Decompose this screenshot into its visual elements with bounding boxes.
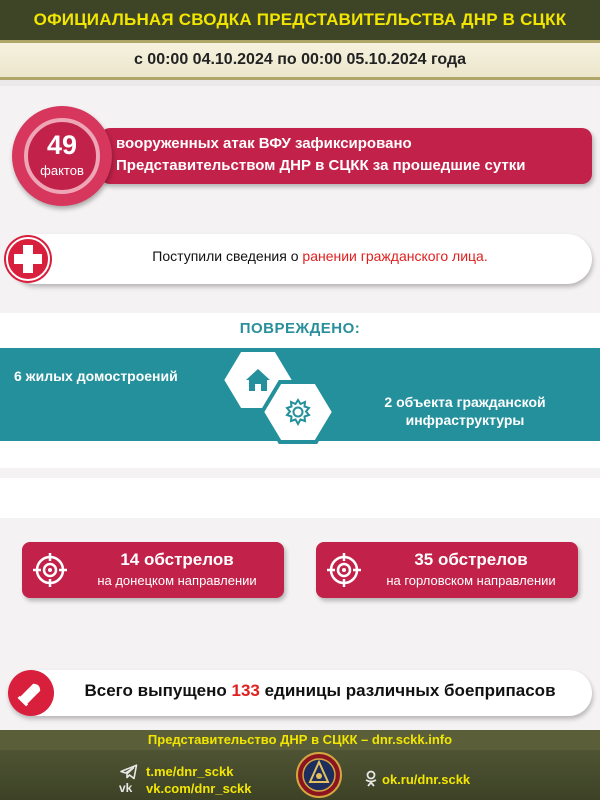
facts-count: 49 (46, 130, 78, 160)
ammo-count: 133 (231, 681, 260, 700)
damaged-housing-label: 6 жилых домостроений (14, 368, 178, 384)
gear-hexagon (262, 382, 334, 442)
spacer-panel (0, 478, 600, 518)
shelling-count-donetsk: 14 обстрелов (120, 550, 234, 569)
medical-cross-icon (4, 235, 52, 283)
crosshair-icon (32, 552, 68, 588)
damaged-infrastructure-line-2: инфраструктуры (405, 412, 525, 428)
shelling-card-gorlovka (316, 542, 578, 598)
facts-description (116, 133, 586, 177)
odnoklassniki-icon (364, 770, 378, 788)
damaged-infrastructure-label (345, 393, 585, 429)
bullet-icon (8, 670, 54, 716)
injury-prefix: Поступили сведения о (152, 248, 303, 264)
shelling-card-donetsk (22, 542, 284, 598)
ammo-text (60, 681, 580, 701)
damaged-title: ПОВРЕЖДЕНО: (239, 320, 361, 337)
ok-link[interactable]: ok.ru/dnr.sckk (382, 772, 471, 787)
injury-highlight: ранении гражданского лица. (302, 248, 488, 264)
crosshair-icon (326, 552, 362, 588)
footer-tagline: Представительство ДНР в СЦКК – dnr.sckk.info (0, 730, 600, 750)
vk-link[interactable]: vk.com/dnr_sckk (146, 781, 252, 796)
facts-line-1: вооруженных атак ВФУ зафиксировано (116, 135, 412, 152)
emblem-logo (296, 752, 342, 798)
ammo-prefix: Всего выпущено (84, 681, 232, 700)
damaged-infrastructure-line-1: 2 объекта гражданской (384, 394, 546, 410)
shelling-direction-gorlovka: на горловском направлении (386, 573, 556, 588)
shelling-direction-donetsk: на донецком направлении (97, 573, 257, 588)
shelling-count-gorlovka: 35 обстрелов (414, 550, 528, 569)
ammo-suffix: единицы различных боеприпасов (259, 681, 556, 700)
facts-unit: фактов (40, 163, 84, 178)
vk-icon: vk (119, 781, 133, 795)
report-period: с 00:00 04.10.2024 по 00:00 05.10.2024 года (0, 40, 600, 80)
telegram-link[interactable]: t.me/dnr_sckk (146, 764, 234, 779)
header-title: ОФИЦИАЛЬНАЯ СВОДКА ПРЕДСТАВИТЕЛЬСТВА ДНР В СЦКК (0, 0, 600, 40)
injury-text (60, 248, 580, 264)
telegram-icon (120, 764, 138, 780)
facts-line-2: Представительством ДНР в СЦКК за прошедшие сутки (116, 157, 526, 174)
damaged-hexagons (200, 342, 340, 450)
